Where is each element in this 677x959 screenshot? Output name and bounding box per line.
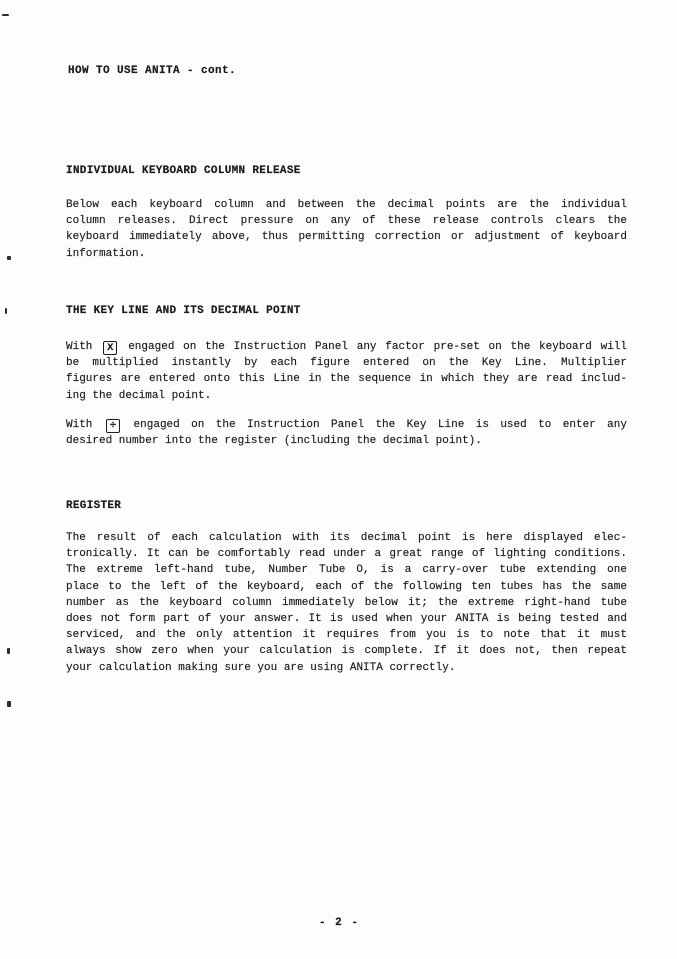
page-header: HOW TO USE ANITA - cont. <box>68 65 237 77</box>
text-line: keyboard immediately above, thus permitting correction or adjustment of keyboard <box>66 231 627 244</box>
text-line: always show zero when your calculation is complete. If it does not, then repeat <box>66 645 627 658</box>
scan-speck <box>7 648 10 654</box>
text-line: With X engaged on the Instruction Panel any factor pre-set on the keyboard will <box>66 341 627 354</box>
paragraph-column-release <box>66 197 627 262</box>
text-line: column releases. Direct pressure on any of these release controls clears the <box>66 215 627 228</box>
page-number: - 2 - <box>318 917 358 929</box>
text-line: The result of each calculation with its decimal point is here displayed elec- <box>66 532 627 544</box>
text-line: desired number into the register (including the decimal point). <box>66 435 482 448</box>
scan-speck <box>7 256 11 260</box>
scan-speck <box>2 14 9 16</box>
text-line: tronically. It can be comfortably read under a great range of lighting conditions. <box>66 548 627 561</box>
section-heading-column-release: INDIVIDUAL KEYBOARD COLUMN RELEASE <box>66 165 301 177</box>
text-line: does not form part of your answer. It is used when your ANITA is being tested and <box>66 613 627 626</box>
text-line: Below each keyboard column and between the decimal points are the individual <box>66 199 627 211</box>
scan-speck <box>7 701 11 707</box>
text-line: place to the left of the keyboard, each of the following ten tubes has the same <box>66 580 627 593</box>
paragraph-key-line-divide <box>66 417 627 449</box>
text-line: The extreme left-hand tube, Number Tube O, is a carry-over tube extending one <box>66 564 627 577</box>
text-line: figures are entered onto this Line in the sequence in which they are read includ- <box>66 373 627 386</box>
paragraph-key-line-multiply <box>66 339 627 404</box>
section-heading-key-line: THE KEY LINE AND ITS DECIMAL POINT <box>66 305 301 317</box>
text-line: serviced, and the only attention it requires from you is to note that it must <box>66 629 627 642</box>
instruction-key-icon: ÷ <box>106 419 120 433</box>
text-line: your calculation making sure you are using ANITA correctly. <box>66 661 456 674</box>
instruction-key-icon: X <box>103 341 117 355</box>
paragraph-register <box>66 530 627 676</box>
section-heading-register: REGISTER <box>66 500 122 512</box>
text-line: information. <box>66 247 146 260</box>
text-line: With ÷ engaged on the Instruction Panel the Key Line is used to enter any <box>66 419 627 432</box>
text-line: ing the decimal point. <box>66 389 212 402</box>
text-line: number as the keyboard column immediately below it; the extreme right-hand tube <box>66 596 627 609</box>
text-line: be multiplied instantly by each figure entered on the Key Line. Multiplier <box>66 357 627 370</box>
scan-speck <box>5 308 7 314</box>
